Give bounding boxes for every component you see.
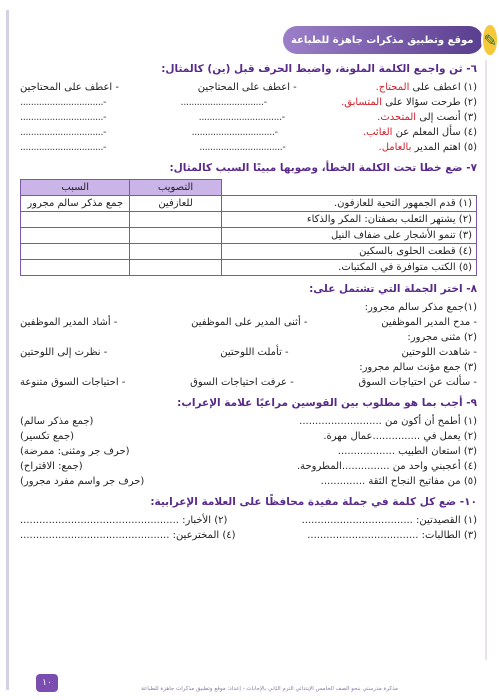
s6-row-4 bbox=[20, 125, 477, 140]
header-correction: التصويب bbox=[130, 180, 221, 196]
s9-row bbox=[20, 429, 477, 444]
s8-option[interactable]: - احتياجات السوق متنوعة bbox=[20, 377, 126, 388]
s8-q2 bbox=[20, 330, 477, 345]
table-sentence: (١) قدم الجمهور التحية للعازفون. bbox=[221, 196, 476, 212]
section-7-title: ٧- ضع خطا تحت الكلمة الخطأ، وصوبها مبينًا السبب كالمثال: bbox=[169, 162, 477, 174]
footer-text: مذكرة مدرستي بنحو الصف الخامس الإبتدائي الترم الثاني بالإجابات - إعداد: موقع وتطبيق مذكرات جاهزة للطباعة bbox=[141, 686, 398, 692]
s6-r5-word: بالعامل. bbox=[378, 142, 412, 153]
s6-r5-sentence: (٥) اهتم المدير bbox=[411, 142, 477, 153]
s6-row-3 bbox=[20, 110, 477, 125]
section-6 bbox=[20, 62, 477, 155]
s9-row bbox=[20, 459, 477, 474]
table-row bbox=[21, 260, 477, 276]
table-correction[interactable] bbox=[130, 212, 221, 228]
header-title: موقع وتطبيق مذكرات جاهزة للطباعة bbox=[291, 34, 474, 46]
table-sentence: (٤) قطعت الحلوى بالسكين bbox=[221, 244, 476, 260]
table-row bbox=[21, 212, 477, 228]
s8-option[interactable]: - سألت عن احتياجات السوق bbox=[358, 377, 477, 388]
table-reason[interactable] bbox=[21, 212, 130, 228]
s8-q3 bbox=[20, 360, 477, 375]
s10-row-2 bbox=[20, 528, 477, 543]
s6-r3-sentence: (٣) أنصت إلى bbox=[416, 112, 477, 123]
s8-q2-label: (٢) مثنى مجرور: bbox=[407, 332, 477, 343]
s6-r2-dual[interactable]: -............................... bbox=[180, 97, 267, 108]
table-header bbox=[21, 180, 477, 196]
s6-r3-dual[interactable]: -............................... bbox=[198, 112, 285, 123]
table-row bbox=[21, 228, 477, 244]
table-row bbox=[21, 244, 477, 260]
header-banner bbox=[283, 26, 497, 54]
s9-sentence[interactable]: (٣) استعان الطبيب .................. bbox=[337, 446, 477, 457]
table-correction[interactable] bbox=[130, 228, 221, 244]
s6-r4-word: الغائب. bbox=[362, 127, 393, 138]
s6-r1-dual: - اعطف على المحتاجين bbox=[197, 82, 297, 93]
s9-row bbox=[20, 474, 477, 489]
page-number: ١٠ bbox=[36, 674, 58, 692]
left-decoration bbox=[6, 10, 9, 690]
correction-table bbox=[20, 179, 477, 276]
header-reason: السبب bbox=[21, 180, 130, 196]
s6-r3-word: المتحدث. bbox=[377, 112, 417, 123]
s6-r2-sentence: (٢) طرحت سؤالا على bbox=[381, 97, 477, 108]
s8-option[interactable]: - مدح المدير الموظفين bbox=[381, 317, 477, 328]
s8-o3 bbox=[20, 375, 477, 390]
section-8 bbox=[20, 282, 477, 390]
s10-item[interactable]: (٤) المخترعين: ............................................... bbox=[20, 530, 236, 541]
table-row bbox=[21, 196, 477, 212]
s6-r1-word: المحتاج. bbox=[375, 82, 410, 93]
s8-option[interactable]: - أثنى المدير على الموظفين bbox=[191, 317, 308, 328]
table-reason[interactable] bbox=[21, 228, 130, 244]
s10-item[interactable]: (١) القصيدتين: ................................... bbox=[301, 515, 477, 526]
s6-r4-plural[interactable]: -............................... bbox=[20, 127, 107, 138]
s8-option[interactable]: - تأملت اللوحتين bbox=[220, 347, 289, 358]
s6-r5-plural[interactable]: -............................... bbox=[20, 142, 107, 153]
table-sentence: (٥) الكتب متوافرة في المكتبات. bbox=[221, 260, 476, 276]
s8-q3-label: (٣) جمع مؤنث سالم مجرور: bbox=[359, 362, 477, 373]
s8-o2 bbox=[20, 345, 477, 360]
table-reason[interactable]: جمع مذكر سالم مجرور bbox=[21, 196, 130, 212]
s6-r1-sentence: (١) اعطف على bbox=[409, 82, 477, 93]
s8-option[interactable]: - نظرت إلى اللوحتين bbox=[20, 347, 108, 358]
s8-q1 bbox=[20, 300, 477, 315]
footer bbox=[0, 672, 495, 692]
section-9-title: ٩- أجب بما هو مطلوب بين القوسين مراعيًا علامة الإعراب: bbox=[177, 397, 477, 409]
s9-hint: (جمع مذكر سالم) bbox=[20, 416, 94, 427]
table-sentence: (٣) تنمو الأشجار على ضفاف النيل bbox=[221, 228, 476, 244]
s6-r2-plural[interactable]: -............................... bbox=[20, 97, 107, 108]
s6-r3-plural[interactable]: -............................... bbox=[20, 112, 107, 123]
s9-hint: (حرف جر واسم مفرد مجرور) bbox=[20, 476, 145, 487]
table-correction[interactable]: للعازفين bbox=[130, 196, 221, 212]
s6-r5-dual[interactable]: -............................... bbox=[199, 142, 286, 153]
s6-r1-plural: - اعطف على المحتاجين bbox=[20, 82, 119, 93]
section-6-title: ٦- ثن واجمع الكلمة الملونة، واضبط الحرف قبل (ين) كالمثال: bbox=[161, 63, 477, 75]
s9-row bbox=[20, 444, 477, 459]
s9-sentence[interactable]: (١) أطمح أن أكون من .......................... bbox=[299, 416, 477, 427]
s9-sentence[interactable]: (٢) يعمل في ...............عمال مهرة. bbox=[323, 431, 477, 442]
s6-r4-sentence: (٤) سأل المعلم عن bbox=[392, 127, 477, 138]
s6-r4-dual[interactable]: -............................... bbox=[191, 127, 278, 138]
section-9 bbox=[20, 396, 477, 489]
s9-hint: (حرف جر ومثنى: ممرضة) bbox=[20, 446, 130, 457]
s9-sentence[interactable]: (٥) من مفاتيح النجاح الثقة .............. bbox=[320, 476, 477, 487]
s9-hint: (جمع تكسير) bbox=[20, 431, 75, 442]
s9-row bbox=[20, 414, 477, 429]
table-sentence: (٢) يشتهر الثعلب بصفتان: المكر والذكاء bbox=[221, 212, 476, 228]
section-10-title: ١٠- ضع كل كلمة في جملة مفيدة محافظًا على العلامة الإعرابية: bbox=[150, 496, 477, 508]
table-reason[interactable] bbox=[21, 260, 130, 276]
s8-o1 bbox=[20, 315, 477, 330]
section-7 bbox=[20, 161, 477, 276]
pencil-icon: ✎ bbox=[481, 23, 498, 57]
s6-row-1 bbox=[20, 80, 477, 95]
s6-row-5 bbox=[20, 140, 477, 155]
s8-option[interactable]: - عرفت احتياجات السوق bbox=[190, 377, 294, 388]
table-correction[interactable] bbox=[130, 244, 221, 260]
table-correction[interactable] bbox=[130, 260, 221, 276]
table-reason[interactable] bbox=[21, 244, 130, 260]
s8-q1-label: (١)جمع مذكر سالم مجرور: bbox=[364, 302, 477, 313]
s9-hint: (جمع: الاقتراح) bbox=[20, 461, 83, 472]
s10-row-1 bbox=[20, 513, 477, 528]
section-8-title: ٨- اختر الجملة التي تشتمل على: bbox=[309, 283, 477, 295]
content bbox=[20, 60, 477, 549]
section-10 bbox=[20, 495, 477, 543]
s8-option[interactable]: - أشاد المدير الموظفين bbox=[20, 317, 118, 328]
s6-r2-word: المتسابق. bbox=[341, 97, 382, 108]
table-header-blank bbox=[221, 180, 476, 196]
s8-option[interactable]: - شاهدت اللوحتين bbox=[401, 347, 477, 358]
s10-item[interactable]: (٢) الأخبار: .................................................. bbox=[20, 515, 228, 526]
s9-sentence[interactable]: (٤) أعجبني واحد من ...............المطروحة. bbox=[296, 461, 477, 472]
right-decoration bbox=[485, 60, 487, 660]
s10-item[interactable]: (٣) الطالبات: ................................... bbox=[307, 530, 477, 541]
s6-row-2 bbox=[20, 95, 477, 110]
